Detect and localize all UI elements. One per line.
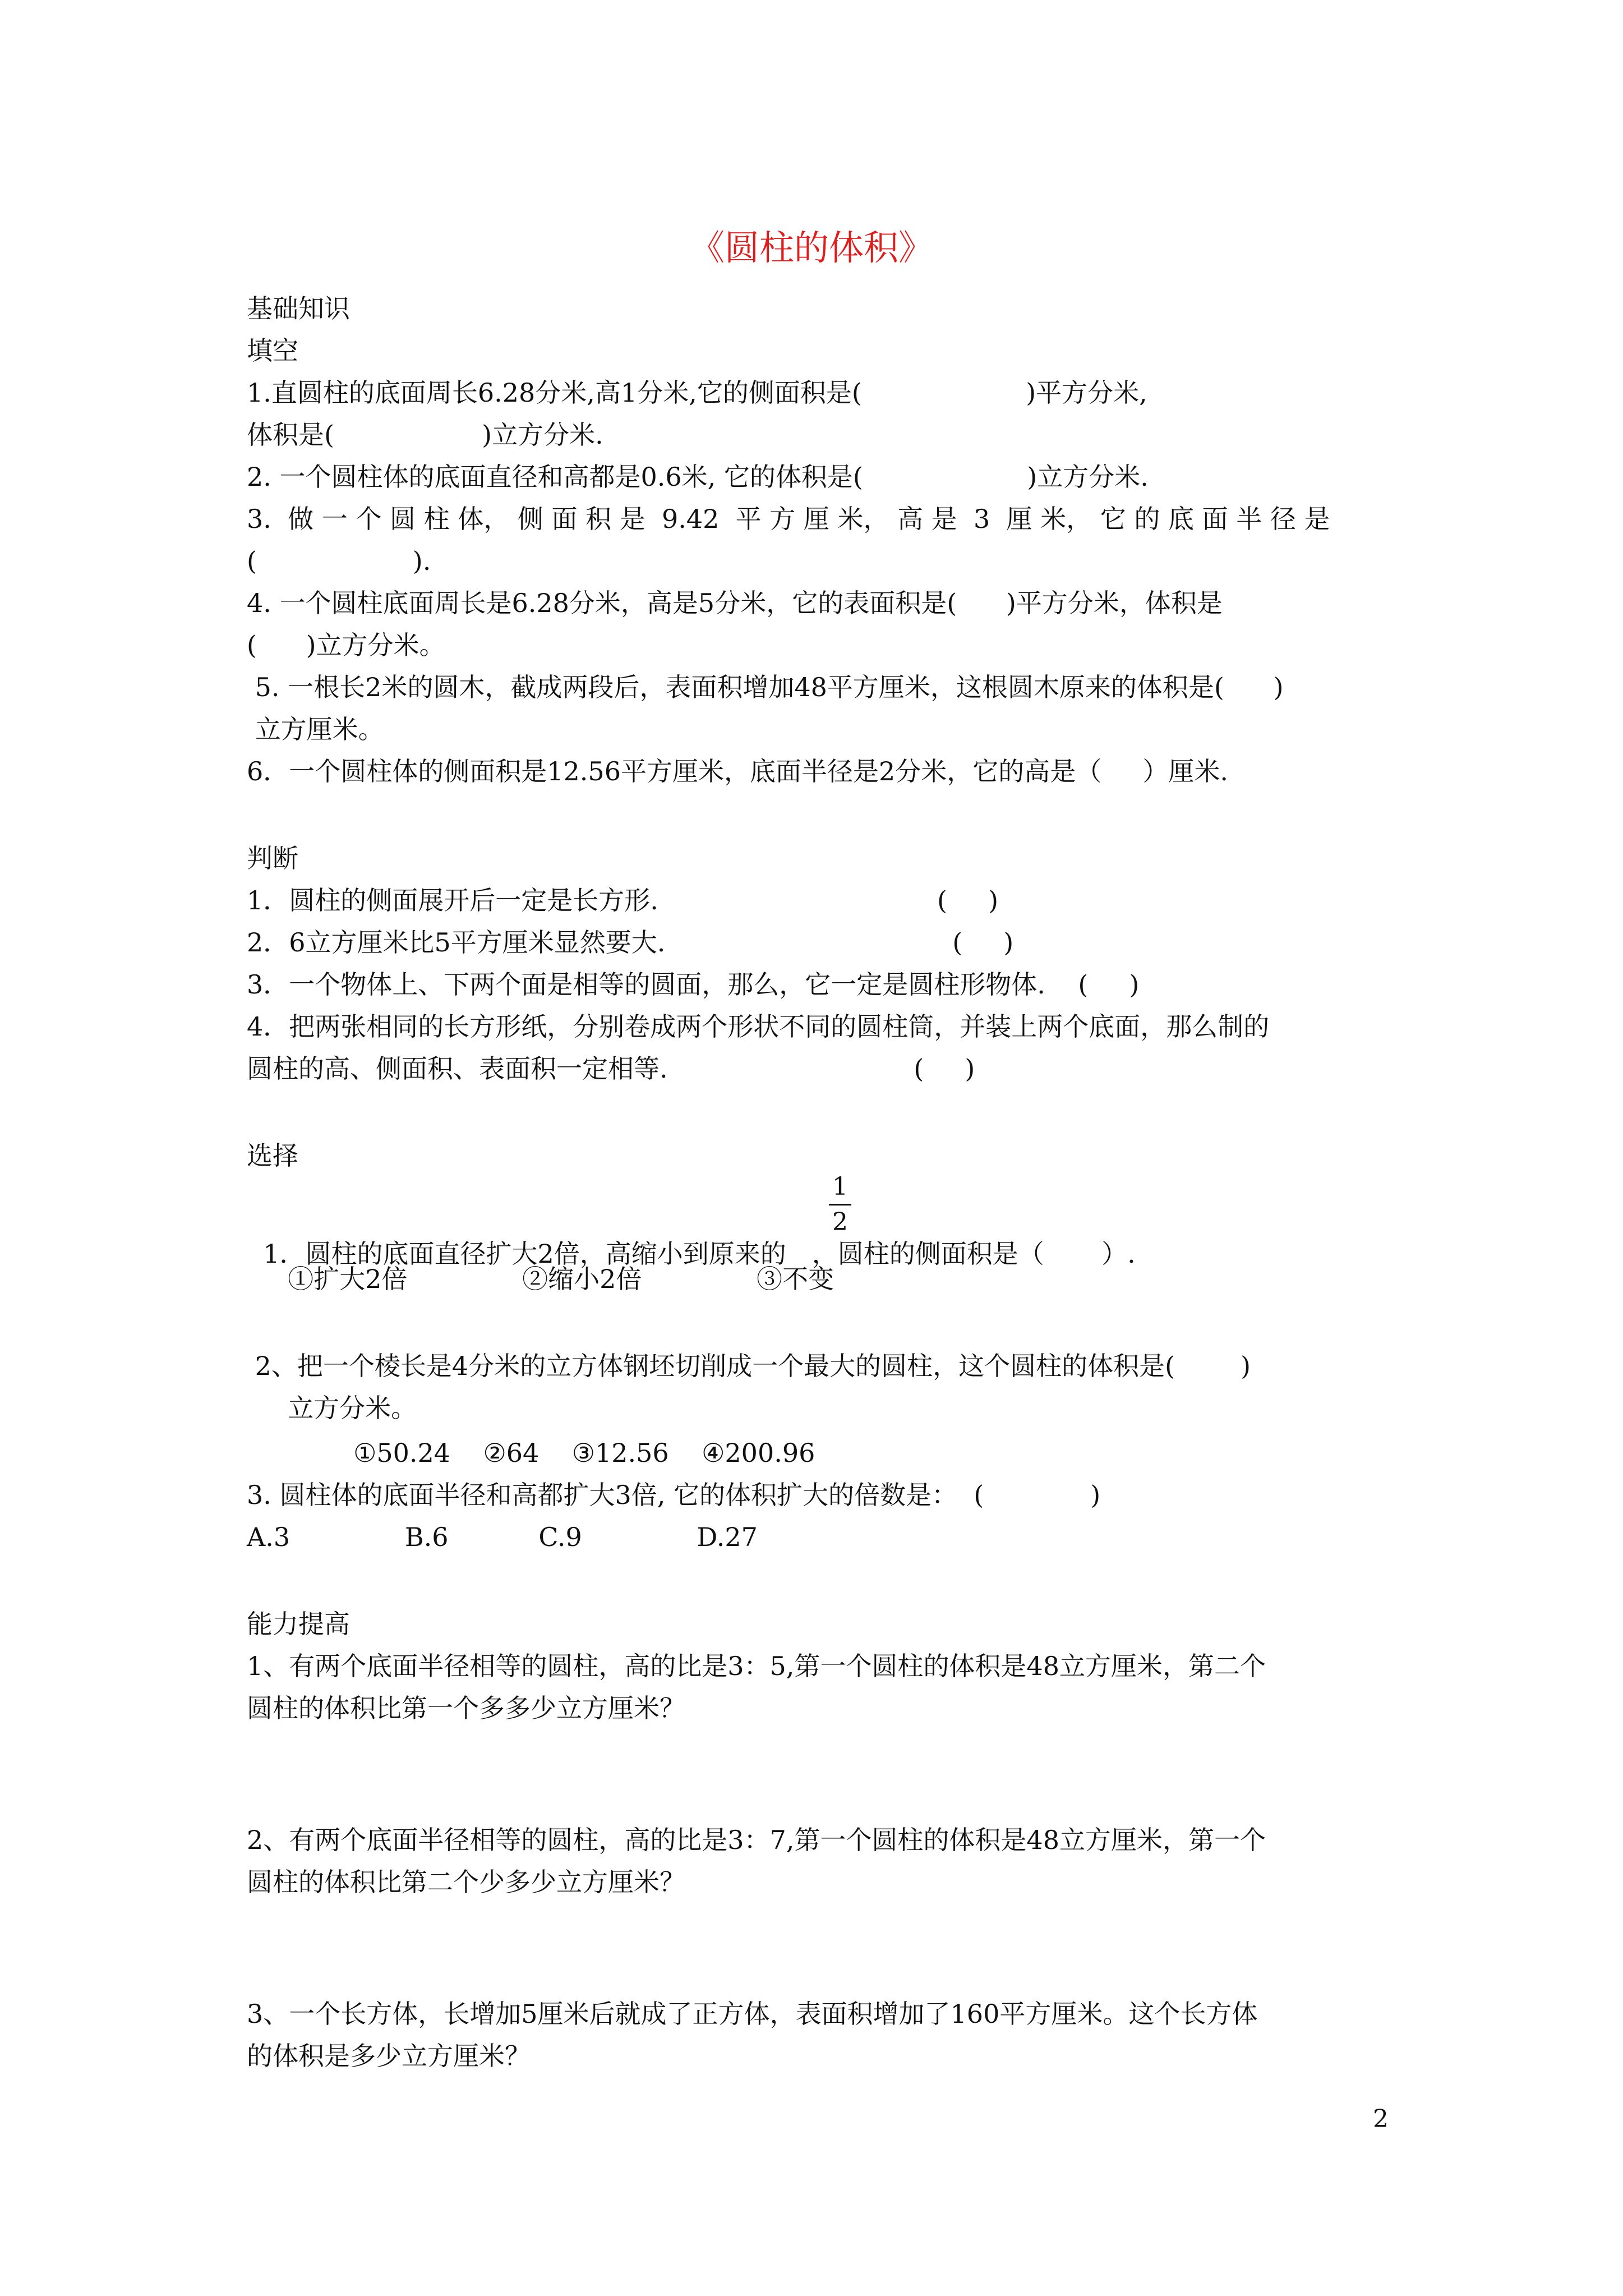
fill-item-4-cont: ( )立方分米。 (247, 630, 445, 660)
fill-item-1-cont: 体积是( )立方分米. (247, 420, 603, 450)
fill-item-3: 3. 做 一 个 圆 柱 体， 侧 面 积 是 9.42 平 方 厘 米， 高 是 3 厘 米， 它 的 底 面 半 径 是 (247, 504, 1330, 534)
fill-item-2: 2. 一个圆柱体的底面直径和高都是0.6米, 它的体积是( )立方分米. (247, 462, 1149, 492)
fill-item-1: 1.直圆柱的底面周长6.28分米,高1分米,它的侧面积是( )平方分米, (247, 378, 1147, 408)
judge-item-1: 1．圆柱的侧面展开后一定是长方形. ( ) (247, 885, 999, 915)
judge-item-2: 2．6立方厘米比5平方厘米显然要大. ( ) (247, 927, 1014, 958)
choose-q1-before: 1．圆柱的底面直径扩大2倍，高缩小到原来的 (263, 1239, 786, 1269)
ability-item-3-cont: 的体积是多少立方厘米？ (247, 2041, 531, 2071)
fill-item-3-cont: ( ). (247, 546, 431, 576)
section-ability-heading: 能力提高 (247, 1609, 350, 1639)
judge-item-3: 3．一个物体上、下两个面是相等的圆面，那么，它一定是圆柱形物体. ( ) (247, 969, 1140, 1000)
fraction-bar (829, 1204, 851, 1205)
fill-item-5: 5. 一根长2米的圆木，截成两段后，表面积增加48平方厘米，这根圆木原来的体积是( ) (247, 672, 1284, 702)
ability-item-1-cont: 圆柱的体积比第一个多多少立方厘米？ (247, 1693, 685, 1723)
page-number: 2 (1373, 2105, 1389, 2133)
choose-q2-options: ①50.24 ②64 ③12.56 ④200.96 (247, 1438, 815, 1468)
section-basic-heading: 基础知识 (247, 293, 350, 324)
section-judge-heading: 判断 (247, 843, 298, 873)
choose-q3-options: A.3 B.6 C.9 D.27 (247, 1522, 758, 1552)
choose-q2: 2、把一个棱长是4分米的立方体钢坯切削成一个最大的圆柱，这个圆柱的体积是( ) (247, 1351, 1251, 1381)
ability-item-3: 3、一个长方体，长增加5厘米后就成了正方体，表面积增加了160平方厘米。这个长方体 (247, 1999, 1258, 2029)
choose-q2-cont: 立方分米。 (247, 1393, 417, 1423)
choose-q3: 3. 圆柱体的底面半径和高都扩大3倍, 它的体积扩大的倍数是： ( ) (247, 1480, 1101, 1510)
fill-item-6: 6．一个圆柱体的侧面积是12.56平方厘米，底面半径是2分米，它的高是（ ）厘米. (247, 756, 1228, 786)
choose-q1-text (247, 1203, 1136, 1271)
fill-item-4: 4. 一个圆柱底面周长是6.28分米，高是5分米，它的表面积是( )平方分米，体积是 (247, 588, 1223, 618)
choose-q1-options: ①扩大2倍 ②缩小2倍 ③不变 (247, 1264, 834, 1294)
ability-item-1: 1、有两个底面半径相等的圆柱，高的比是3：5,第一个圆柱的体积是48立方厘米，第二个 (247, 1651, 1266, 1681)
section-choose-heading: 选择 (247, 1140, 298, 1171)
judge-item-4-cont: 圆柱的高、侧面积、表面积一定相等. ( ) (247, 1053, 975, 1084)
fill-item-5-cont: 立方厘米。 (247, 714, 384, 744)
choose-q1-after: ，圆柱的侧面积是（ ）. (811, 1239, 1136, 1269)
ability-item-2-cont: 圆柱的体积比第二个少多少立方厘米？ (247, 1867, 685, 1897)
fraction-numerator: 1 (832, 1172, 848, 1201)
judge-item-4: 4．把两张相同的长方形纸，分别卷成两个形状不同的圆柱筒，并装上两个底面，那么制的 (247, 1011, 1270, 1042)
ability-item-2: 2、有两个底面半径相等的圆柱，高的比是3：7,第一个圆柱的体积是48立方厘米，第一个 (247, 1825, 1266, 1855)
fraction-denominator: 2 (832, 1208, 848, 1236)
choose-q1-fraction (829, 1172, 851, 1237)
section-fill-heading: 填空 (247, 335, 298, 366)
page-title: 《圆柱的体积》 (689, 227, 933, 268)
